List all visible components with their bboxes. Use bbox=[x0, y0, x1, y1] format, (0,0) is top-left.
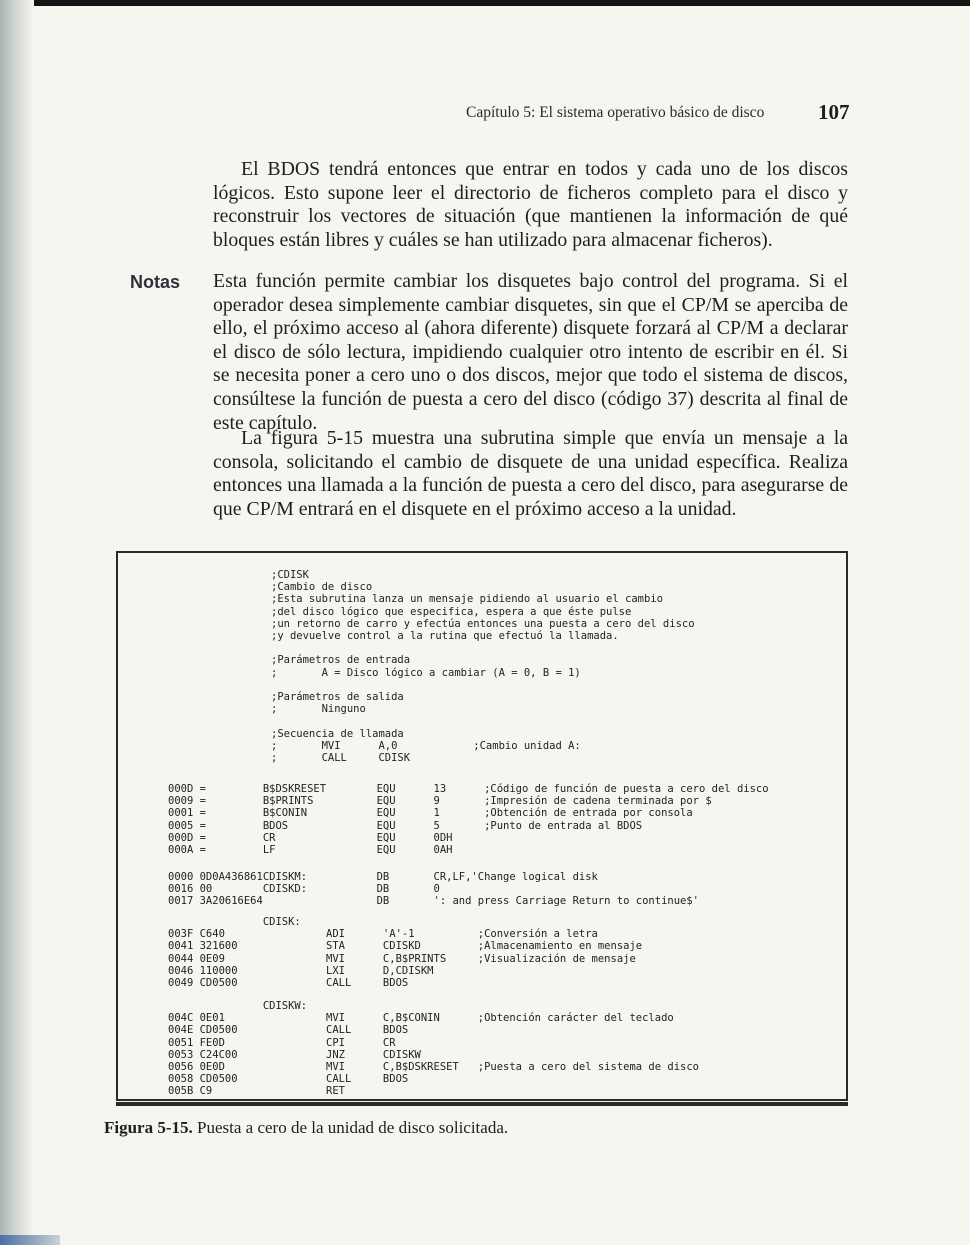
code-line: CDISKW: bbox=[168, 1000, 308, 1012]
code-line: 0005 = BDOS EQU 5 ;Punto de entrada al BDOS bbox=[168, 819, 643, 832]
code-line: 000A = LF EQU 0AH bbox=[168, 844, 453, 857]
code-line: 0049 CD0500 CALL BDOS bbox=[168, 977, 409, 990]
code-line: 0016 00 CDISKD: DB 0 bbox=[168, 883, 440, 896]
code-line: 003F C640 ADI 'A'-1 ;Conversión a letra bbox=[168, 928, 598, 941]
listing-header-comments bbox=[271, 569, 695, 764]
figure-caption bbox=[104, 1118, 508, 1138]
code-line: ; CALL CDISK bbox=[271, 752, 411, 765]
code-line: ;CDISK bbox=[271, 569, 309, 581]
code-line: 0001 = B$CONIN EQU 1 ;Obtención de entrada por consola bbox=[168, 807, 693, 820]
code-line: ;un retorno de carro y efectúa entonces una puesta a cero del disco bbox=[271, 617, 695, 630]
page-number: 107 bbox=[818, 100, 850, 124]
code-line: CDISK: bbox=[168, 916, 301, 928]
page-top-edge bbox=[0, 0, 970, 6]
listing-cdiskw-routine bbox=[168, 1000, 699, 1098]
book-spine-shadow bbox=[0, 0, 34, 1245]
code-line: 004E CD0500 CALL BDOS bbox=[168, 1024, 409, 1037]
code-line: ;y devuelve control a la rutina que efectuó la llamada. bbox=[271, 630, 619, 643]
code-line: 0053 C24C00 JNZ CDISKW bbox=[168, 1048, 421, 1061]
code-line: 0017 3A20616E64 DB ': and press Carriage Return to continue$' bbox=[168, 895, 700, 908]
paragraph-1: El BDOS tendrá entonces que entrar en todos y cada uno de los discos lógicos. Esto supone leer el directorio de ficheros completo para el disco y reconstruir los vectores de situación (que mantienen la información de qué bloques están libres y cuáles se han utilizado para almacenar ficheros). bbox=[213, 158, 848, 251]
code-line: ; Ninguno bbox=[271, 703, 366, 716]
code-line: 0041 321600 STA CDISKD ;Almacenamiento en mensaje bbox=[168, 940, 643, 953]
code-line: ; MVI A,0 ;Cambio unidad A: bbox=[271, 739, 581, 752]
code-line: 0056 0E0D MVI C,B$DSKRESET ;Puesta a cero del sistema de disco bbox=[168, 1061, 700, 1074]
code-line: ;Secuencia de llamada bbox=[271, 727, 404, 740]
code-line: 0044 0E09 MVI C,B$PRINTS ;Visualización de mensaje bbox=[168, 952, 636, 965]
paragraph-2: Esta función permite cambiar los disquetes bajo control del programa. Si el operador desea simplemente cambiar disquetes, sin que el CP/M se aperciba de ello, el próximo acceso al (ahora diferente) disquete forzará al CP/M a declarar el disco de sólo lectura, impidiendo cualquier otro intento de escribir en él. Si se necesita poner a cero uno o dos discos, mejor que todo el sistema de discos, consúltese la función de puesta a cero del disco (código 37) descrita al final de este capítulo. bbox=[213, 270, 848, 434]
listing-equates bbox=[168, 783, 769, 856]
code-line: ; A = Disco lógico a cambiar (A = 0, B = 1) bbox=[271, 666, 581, 679]
code-line: 0058 CD0500 CALL BDOS bbox=[168, 1073, 409, 1086]
code-line: 0009 = B$PRINTS EQU 9 ;Impresión de cadena terminada por $ bbox=[168, 795, 712, 808]
code-line bbox=[271, 642, 695, 654]
figure-label: Figura 5-15. bbox=[104, 1118, 193, 1137]
code-line: ;Cambio de disco bbox=[271, 581, 373, 594]
code-line: 000D = CR EQU 0DH bbox=[168, 831, 453, 844]
listing-data-definitions bbox=[168, 871, 699, 908]
code-line: ;Parámetros de entrada bbox=[271, 654, 411, 667]
listing-cdisk-routine bbox=[168, 916, 642, 989]
code-line: 0046 110000 LXI D,CDISKM bbox=[168, 964, 434, 977]
notes-label: Notas bbox=[130, 272, 181, 292]
paragraph-3: La figura 5-15 muestra una subrutina simple que envía un mensaje a la consola, solicitando el cambio de disquete de una unidad específica. Realiza entonces una llamada a la función de puesta a cero del disco, para asegurarse de que CP/M entrará en el disquete en el próximo acceso a la unidad. bbox=[213, 427, 848, 520]
code-line: 005B C9 RET bbox=[168, 1085, 346, 1098]
code-line: ;Parámetros de salida bbox=[271, 691, 404, 704]
code-line: 000D = B$DSKRESET EQU 13 ;Código de función de puesta a cero del disco bbox=[168, 783, 769, 795]
code-line: 004C 0E01 MVI C,B$CONIN ;Obtención carácter del teclado bbox=[168, 1012, 674, 1025]
code-listing-bottom-rule bbox=[116, 1102, 848, 1106]
page-bottom-edge bbox=[0, 1235, 60, 1245]
code-line: ;del disco lógico que especifica, espera a que éste pulse bbox=[271, 605, 632, 618]
code-line bbox=[271, 715, 695, 727]
figure-caption-text: Puesta a cero de la unidad de disco solicitada. bbox=[197, 1118, 509, 1137]
code-line bbox=[271, 679, 695, 691]
code-line: ;Esta subrutina lanza un mensaje pidiendo al usuario el cambio bbox=[271, 593, 663, 606]
code-line: 0051 FE0D CPI CR bbox=[168, 1036, 396, 1049]
code-line: 0000 0D0A436861CDISKM: DB CR,LF,'Change logical disk bbox=[168, 871, 598, 883]
running-head: Capítulo 5: El sistema operativo básico de disco bbox=[466, 104, 765, 121]
